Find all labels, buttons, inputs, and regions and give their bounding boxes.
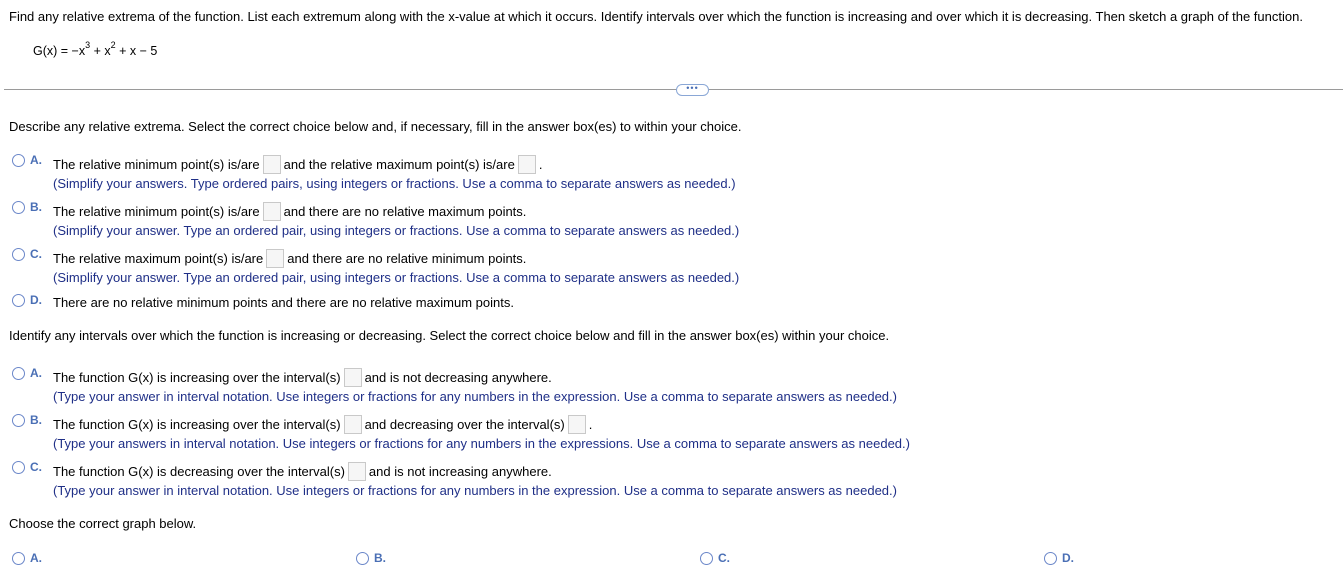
q1-option-b-text: The relative minimum point(s) is/are and there are no relative maximum points.: [53, 203, 526, 222]
q1-letter-a: A.: [30, 153, 42, 167]
q2-a-increasing-input[interactable]: [344, 368, 362, 387]
expand-button[interactable]: •••: [676, 84, 709, 96]
q1-radio-d[interactable]: [12, 294, 25, 307]
question-extrema: Describe any relative extrema. Select the correct choice below and, if necessary, fill in the answer box(es) to within your choice.: [9, 119, 742, 134]
q1-radio-a[interactable]: [12, 154, 25, 167]
q2-b-decreasing-input[interactable]: [568, 415, 586, 434]
q2-option-a-hint: (Type your answer in interval notation. Use integers or fractions for any numbers in the expression. Use a comma to separate answers as needed.): [53, 389, 897, 404]
q2-letter-b: B.: [30, 413, 42, 427]
q1-b-min-input[interactable]: [263, 202, 281, 221]
section-divider: [4, 89, 1343, 90]
problem-prompt: Find any relative extrema of the function. List each extremum along with the x-value at which it occurs. Identify intervals over which the function is increasing and over which it is decreasing. Then sketch a graph of the function.: [9, 9, 1303, 24]
q1-letter-c: C.: [30, 247, 42, 261]
q3-letter-c: C.: [718, 551, 730, 565]
q2-radio-c[interactable]: [12, 461, 25, 474]
q2-option-a-text: The function G(x) is increasing over the interval(s) and is not decreasing anywhere.: [53, 369, 552, 388]
q1-radio-b[interactable]: [12, 201, 25, 214]
q1-option-b-hint: (Simplify your answer. Type an ordered pair, using integers or fractions. Use a comma to separate answers as needed.): [53, 223, 740, 238]
q2-letter-c: C.: [30, 460, 42, 474]
q1-option-c-hint: (Simplify your answer. Type an ordered pair, using integers or fractions. Use a comma to separate answers as needed.): [53, 270, 740, 285]
q2-c-decreasing-input[interactable]: [348, 462, 366, 481]
q2-radio-b[interactable]: [12, 414, 25, 427]
q3-radio-a[interactable]: [12, 552, 25, 565]
q2-option-b-text: The function G(x) is increasing over the interval(s) and decreasing over the interval(s) .: [53, 416, 592, 435]
q3-letter-b: B.: [374, 551, 386, 565]
question-intervals: Identify any intervals over which the function is increasing or decreasing. Select the correct choice below and fill in the answer box(es) within your choice.: [9, 328, 890, 343]
q1-a-min-input[interactable]: [263, 155, 281, 174]
q2-option-b-hint: (Type your answers in interval notation. Use integers or fractions for any numbers in the expressions. Use a comma to separate answers as needed.): [53, 436, 910, 451]
q2-radio-a[interactable]: [12, 367, 25, 380]
q3-radio-d[interactable]: [1044, 552, 1057, 565]
q2-option-c-hint: (Type your answer in interval notation. Use integers or fractions for any numbers in the expression. Use a comma to separate answers as needed.): [53, 483, 897, 498]
q3-letter-a: A.: [30, 551, 42, 565]
q2-b-increasing-input[interactable]: [344, 415, 362, 434]
q2-option-c-text: The function G(x) is decreasing over the interval(s) and is not increasing anywhere.: [53, 463, 552, 482]
function-expression: $G(x) = -x^3 + x^2 + x - 5$: [33, 40, 158, 59]
q1-letter-b: B.: [30, 200, 42, 214]
q1-radio-c[interactable]: [12, 248, 25, 261]
question-graph: Choose the correct graph below.: [9, 516, 197, 531]
q3-radio-c[interactable]: [700, 552, 713, 565]
q3-radio-b[interactable]: [356, 552, 369, 565]
q1-letter-d: D.: [30, 293, 42, 307]
q1-a-max-input[interactable]: [518, 155, 536, 174]
q1-option-c-text: The relative maximum point(s) is/are and there are no relative minimum points.: [53, 250, 526, 269]
q1-c-max-input[interactable]: [266, 249, 284, 268]
q1-option-d-text: There are no relative minimum points and there are no relative maximum points.: [53, 295, 514, 310]
q1-option-a-hint: (Simplify your answers. Type ordered pairs, using integers or fractions. Use a comma to separate answers as needed.): [53, 176, 736, 191]
q2-letter-a: A.: [30, 366, 42, 380]
q3-letter-d: D.: [1062, 551, 1074, 565]
q1-option-a-text: The relative minimum point(s) is/are and the relative maximum point(s) is/are .: [53, 156, 542, 175]
